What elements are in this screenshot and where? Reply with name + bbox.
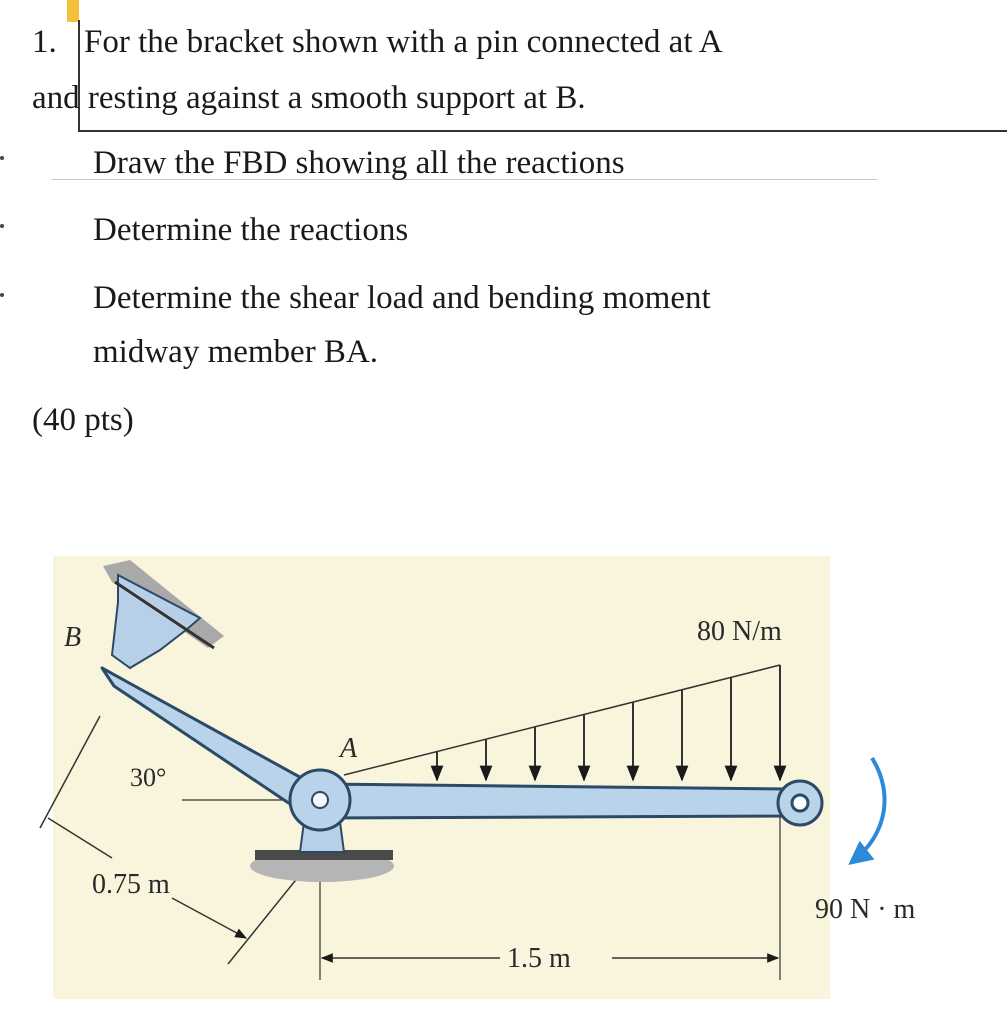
task-item-continuation: midway member BA. [93,334,379,370]
label-a: A [340,733,358,764]
label-moment: 90 N · m [815,894,916,925]
label-length-ba: 0.75 m [92,869,170,900]
moment-arrow [852,758,885,862]
label-b: B [64,622,82,653]
question-text-line1: For the bracket shown with a pin connected at A [84,24,723,60]
label-distributed-load: 80 N/m [697,616,782,647]
task-item: Draw the FBD showing all the reactions [93,145,625,181]
label-angle: 30° [130,763,167,792]
question-text-line2: and resting against a smooth support at B. [32,80,586,116]
question-number: 1. [32,24,57,60]
task-item: Determine the reactions [93,212,409,248]
points-value: (40 pts) [32,402,134,438]
label-length-horizontal: 1.5 m [507,943,571,974]
task-item: Determine the shear load and bending moment [93,280,711,316]
